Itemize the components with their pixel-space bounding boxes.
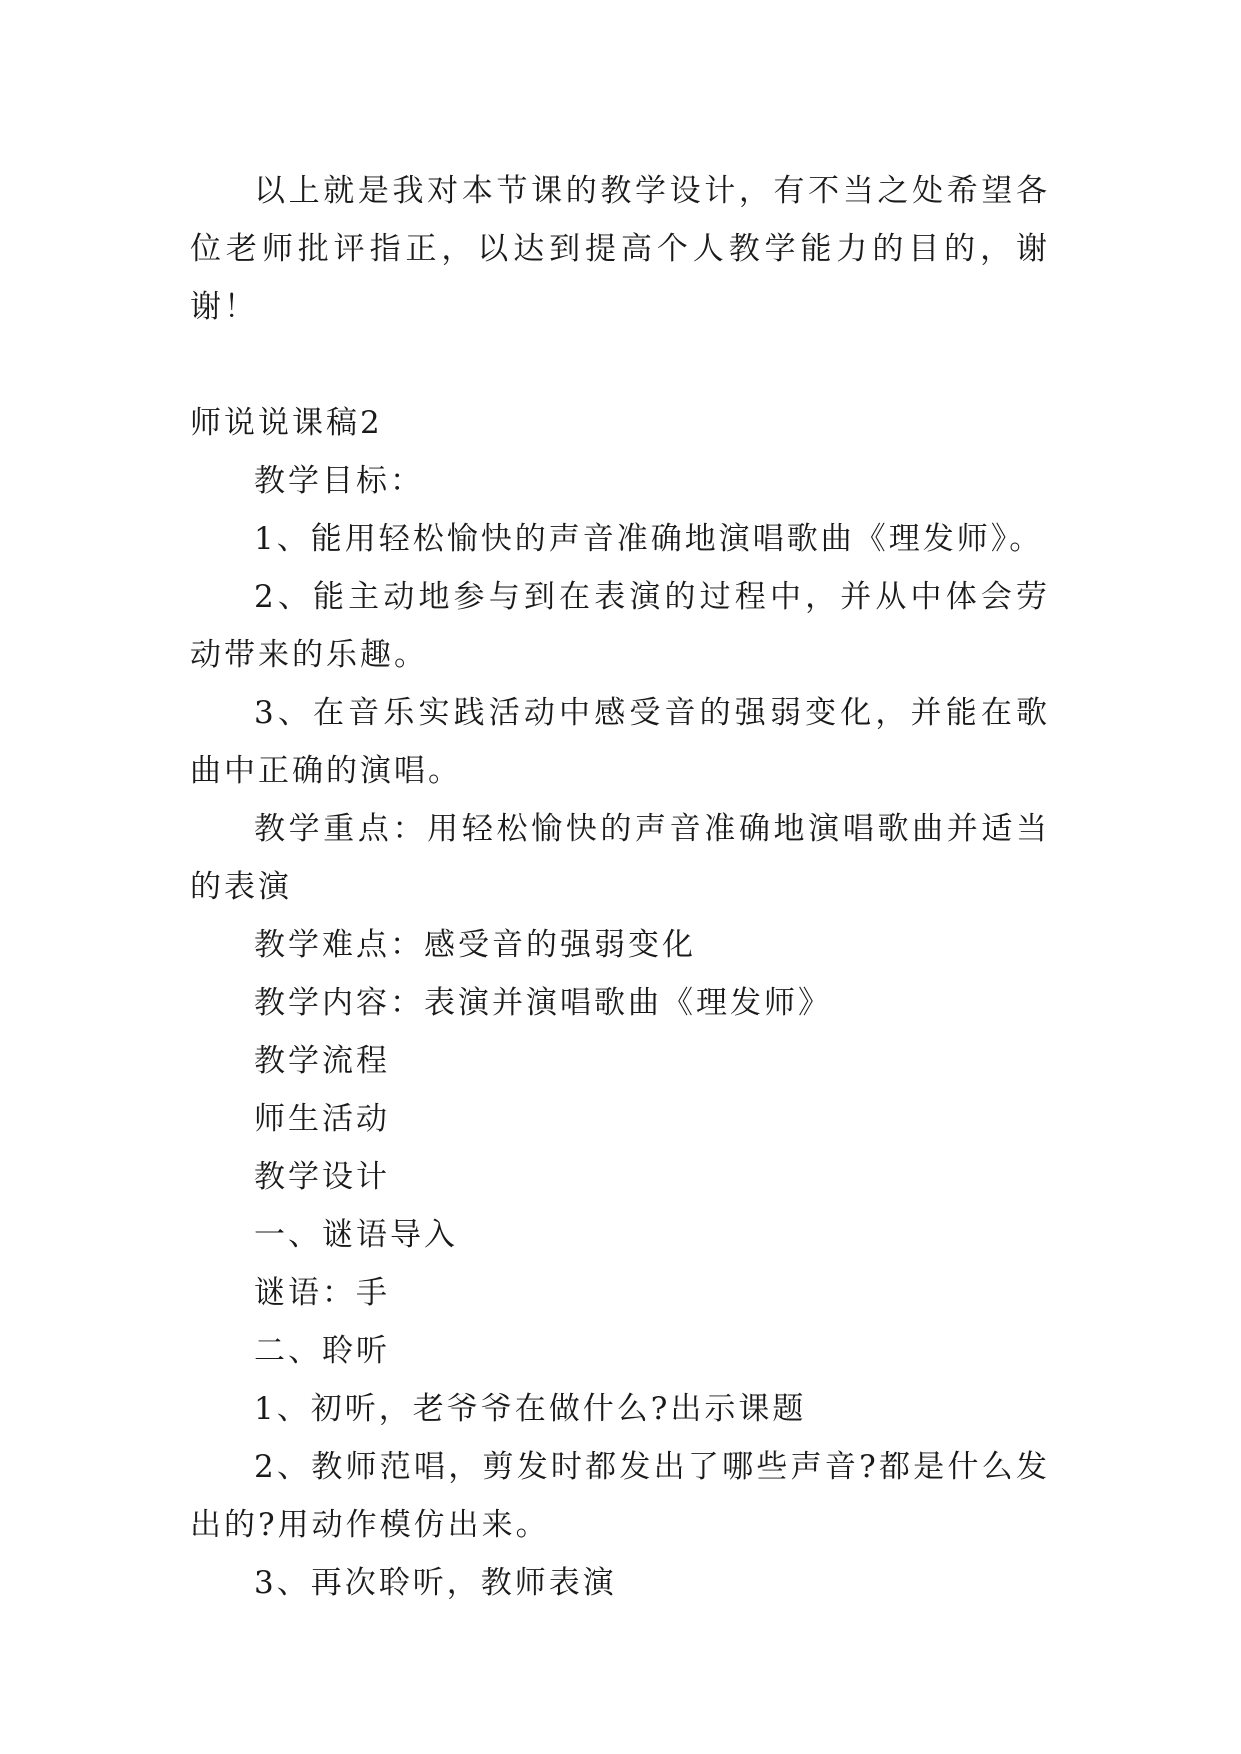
paragraph-listen-3: 3、再次聆听，教师表演 <box>254 1565 617 1601</box>
paragraph-flow: 教学流程 <box>254 1043 390 1079</box>
closing-paragraph: 以上就是我对本节课的教学设计，有不当之处希望各位老师批评指正，以达到提高个人教学能力的目的，谢谢！ <box>190 173 1050 325</box>
paragraph-riddle: 谜语：手 <box>254 1275 390 1311</box>
paragraph-activities: 师生活动 <box>254 1101 390 1137</box>
paragraph-objective-3: 3、在音乐实践活动中感受音的强弱变化，并能在歌曲中正确的演唱。 <box>190 695 1050 789</box>
paragraph-listen-2: 2、教师范唱，剪发时都发出了哪些声音?都是什么发出的?用动作模仿出来。 <box>190 1449 1050 1543</box>
paragraph-listen-1: 1、初听，老爷爷在做什么?出示课题 <box>254 1391 807 1427</box>
paragraph-objective-2: 2、能主动地参与到在表演的过程中，并从中体会劳动带来的乐趣。 <box>190 579 1050 673</box>
paragraph-difficulty: 教学难点：感受音的强弱变化 <box>254 927 696 963</box>
paragraph-content: 教学内容：表演并演唱歌曲《理发师》 <box>254 985 832 1021</box>
document-page <box>190 162 1050 1612</box>
paragraph-key-point: 教学重点：用轻松愉快的声音准确地演唱歌曲并适当的表演 <box>190 811 1050 905</box>
paragraph-design: 教学设计 <box>254 1159 390 1195</box>
section-title: 师说说课稿2 <box>190 405 383 441</box>
paragraph-riddle-intro: 一、谜语导入 <box>254 1217 458 1253</box>
paragraph-listening: 二、聆听 <box>254 1333 390 1369</box>
paragraph-objectives-label: 教学目标： <box>254 463 424 499</box>
paragraph-objective-1: 1、能用轻松愉快的声音准确地演唱歌曲《理发师》。 <box>254 521 1044 557</box>
section-gap <box>190 336 1050 394</box>
